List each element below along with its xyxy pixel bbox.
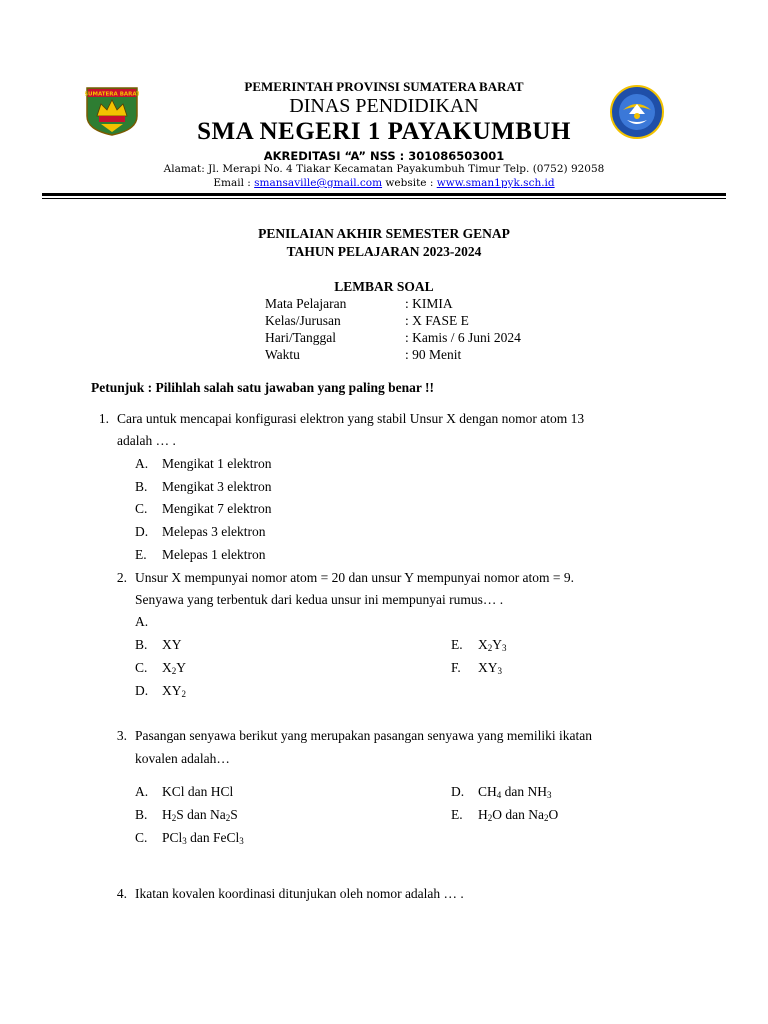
meta-label-class: Kelas/Jurusan [265,313,341,328]
accreditation-line: AKREDITASI “A” NSS : 301086503001 [263,149,505,163]
option-text-formula: $CH_4$ dan $NH_3$ [478,784,552,800]
svg-text:SUMATERA BARAT: SUMATERA BARAT [85,91,139,98]
question-number: 3. [116,728,127,743]
option-letter: C. [135,501,148,516]
email-link[interactable]: smansaville@gmail.com [254,177,383,189]
question-text: Cara untuk mencapai konfigurasi elektron yang stabil Unsur X dengan nomor atom 13 [117,411,585,426]
government-line: PEMERINTAH PROVINSI SUMATERA BARAT [244,79,524,94]
question-text: Ikatan kovalen koordinasi ditunjukan oleh nomor adalah … . [135,886,464,901]
address-line: Alamat: Jl. Merapi No. 4 Tiakar Kecamatan Payakumbuh Timur Telp. (0752) 92058 [163,163,605,175]
question-text: Pasangan senyawa berikut yang merupakan pasangan senyawa yang memiliki ikatan [135,728,592,743]
option-letter: A. [135,456,149,471]
option-letter: A. [135,784,149,799]
meta-label-date: Hari/Tanggal [265,330,337,345]
option-letter: E. [451,807,463,822]
option-letter: B. [135,637,148,652]
meta-label-time: Waktu [265,347,300,362]
option-letter: D. [135,683,149,698]
contact-line [0,177,768,189]
exam-title: PENILAIAN AKHIR SEMESTER GENAP [258,226,510,241]
option-letter: D. [451,784,465,799]
option-letter: E. [451,637,463,652]
sheet-title: LEMBAR SOAL [334,279,434,294]
option-text: KCl dan HCl [162,784,234,799]
exam-year: TAHUN PELAJARAN 2023-2024 [286,244,482,259]
option-text-formula: $H_2S$ dan $Na_2S$ [162,807,238,823]
option-letter: B. [135,479,148,494]
instruction: Petunjuk : Pilihlah salah satu jawaban yang paling benar !! [91,380,434,395]
school-name: SMA NEGERI 1 PAYAKUMBUH [197,118,571,145]
email-label: Email : [213,177,255,189]
meta-value-subject: : KIMIA [405,296,453,311]
website-label: website : [382,177,437,189]
option-letter: C. [135,660,148,675]
option-letter: B. [135,807,148,822]
option-text: Melepas 1 elektron [162,547,266,562]
option-text-formula: $H_2O$ dan $Na_2O$ [478,807,559,823]
question-number: 1. [98,411,109,426]
option-text: XY [162,637,182,652]
header-rule-thick [42,193,726,196]
question-text: kovalen adalah… [135,751,230,766]
meta-value-class: : X FASE E [405,313,469,328]
option-letter: D. [135,524,149,539]
option-text: Mengikat 3 elektron [162,479,272,494]
question-text: Unsur X mempunyai nomor atom = 20 dan unsur Y mempunyai nomor atom = 9. [135,570,575,585]
option-text-formula: $XY_3$ [478,660,502,676]
option-letter: A. [135,614,149,629]
option-text-formula: $X_2Y_3$ [478,637,507,653]
option-text: Melepas 3 elektron [162,524,266,539]
option-text: Mengikat 1 elektron [162,456,272,471]
question-text: adalah … . [117,433,176,448]
option-text: Mengikat 7 elektron [162,501,272,516]
meta-value-time: : 90 Menit [405,347,462,362]
option-text-formula: $XY_2$ [162,683,186,699]
website-link[interactable]: www.sman1pyk.sch.id [436,177,555,189]
option-letter: C. [135,830,148,845]
question-text: Senyawa yang terbentuk dari kedua unsur ini mempunyai rumus… . [135,592,504,607]
option-letter: E. [135,547,147,562]
header-rule-thin [42,198,726,199]
option-letter: F. [451,660,461,675]
department-line: DINAS PENDIDIKAN [289,95,479,117]
meta-value-date: : Kamis / 6 Juni 2024 [405,330,521,345]
meta-label-subject: Mata Pelajaran [265,296,347,311]
question-number: 2. [116,570,127,585]
option-text-formula: $X_2Y$ [162,660,186,676]
option-text-formula: PCl$_3$ dan FeCl$_3$ [162,830,244,846]
question-number: 4. [116,886,127,901]
